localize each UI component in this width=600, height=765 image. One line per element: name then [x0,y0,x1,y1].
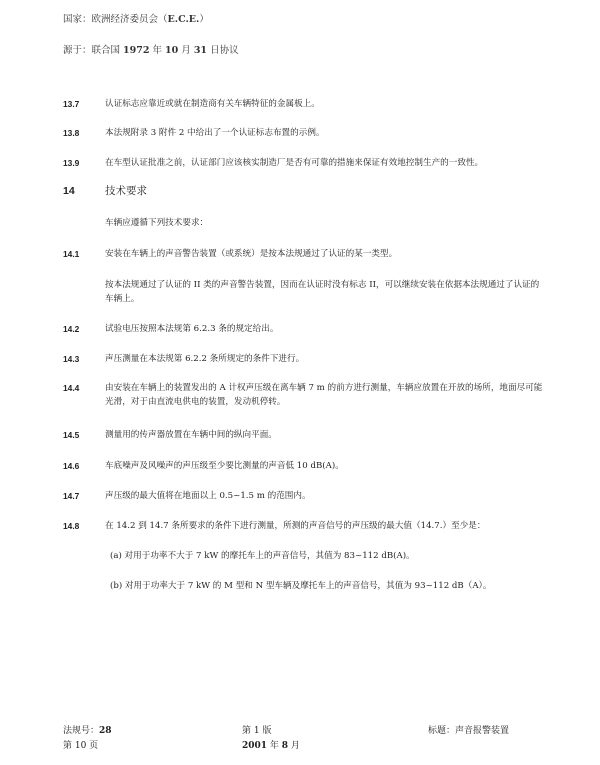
clause-number: 14.8 [63,521,80,531]
footer-regulation-number [63,723,112,736]
clause-text: 声压级的最大值将在地面以上 0.5~1.5 m 的范围内。 [105,491,311,501]
clause-text: 由安装在车辆上的装置发出的 A 计权声压级在离车辆 7 m 的前方进行测量，车辆应放置在开放的场所，地面尽可能光滑，对于由直流电供电的装置，发动机停转。 [105,383,543,407]
clause-text: 安装在车辆上的声音警告装置（或系统）是按本法规通过了认证的某一类型。 [105,249,398,259]
footer-edition-label: 第 1 版 [242,726,272,736]
clause-number: 14.7 [63,491,80,501]
header-day-unit: 日协议 [207,45,239,56]
header-year-unit: 年 [149,45,166,56]
section-number: 14 [63,185,75,197]
clause-text: 车底噪声及风噪声的声压级至少要比测量的声音低 10 dB(A)。 [105,461,344,471]
clause-number: 13.7 [63,99,80,109]
footer-page-number [63,738,98,751]
footer-date-month-unit: 月 [288,741,300,751]
list-item: (a) 对用于功率不大于 7 kW 的摩托车上的声音信号，其值为 83~112 dB(A)。 [110,551,415,561]
header-country-text: 国家：欧洲经济委员会（ [63,14,168,25]
footer-page-label: 第 10 页 [63,741,99,751]
clause-number: 13.9 [63,158,80,168]
clause-text: 声压测量在本法规第 6.2.2 条所规定的条件下进行。 [105,354,305,364]
clause-text: 测量用的传声器放置在车辆中间的纵向平面。 [105,430,277,440]
footer-date-month: 8 [281,741,289,751]
section-title: 技术要求 [105,185,147,197]
footer-edition [242,723,271,736]
clause-number: 14.4 [63,383,80,393]
header-ece-abbrev: E.C.E. [167,14,200,25]
clause-number: 13.8 [63,128,80,138]
header-day: 31 [193,45,208,56]
header-year: 1972 [123,45,150,56]
clause-number: 14.1 [63,249,80,259]
clause-number: 14.3 [63,354,80,364]
clause-text: 本法规附录 3 附件 2 中给出了一个认证标志布置的示例。 [105,128,325,138]
header-country-line [63,11,209,25]
header-country-close: ） [199,14,209,25]
clause-number: 14.5 [63,430,80,440]
header-month-unit: 月 [178,45,194,56]
footer-date-year: 2001 [242,741,268,751]
header-month: 10 [165,45,179,56]
clause-text: 在 14.2 到 14.7 条所要求的条件下进行测量，所测的声音信号的声压级的最大值（14.7.）至少是： [105,521,486,531]
clause-number: 14.2 [63,324,80,334]
clause-text: 在车型认证批准之前，认证部门应该核实制造厂是否有可靠的措施来保证有效地控制生产的一致性。 [105,158,484,168]
clause-number: 14.6 [63,461,80,471]
footer-reg-value: 28 [99,726,112,736]
clause-text: 认证标志应靠近或就在制造商有关车辆特征的金属板上。 [105,99,320,109]
clause-text: 试验电压按照本法规第 6.2.3 条的规定给出。 [105,324,279,334]
header-origin-line [63,42,239,56]
clause-text: 按本法规通过了认证的 II 类的声音警告装置，因而在认证时没有标志 II，可以继续安装在依据本法规通过了认证的车辆上。 [105,280,540,304]
footer-reg-label: 法规号： [63,726,100,736]
footer-date [242,738,300,751]
footer-title-text: 标题：声音报警装置 [428,726,510,736]
clause-text: 车辆应遵循下列技术要求： [105,218,209,228]
footer-date-year-unit: 年 [267,741,282,751]
list-item: (b) 对用于功率大于 7 kW 的 M 型和 N 型车辆及摩托车上的声音信号，其值为 93~112 dB（A）。 [110,581,492,591]
footer-title [428,723,509,736]
header-origin-text: 源于：联合国 [63,45,124,56]
